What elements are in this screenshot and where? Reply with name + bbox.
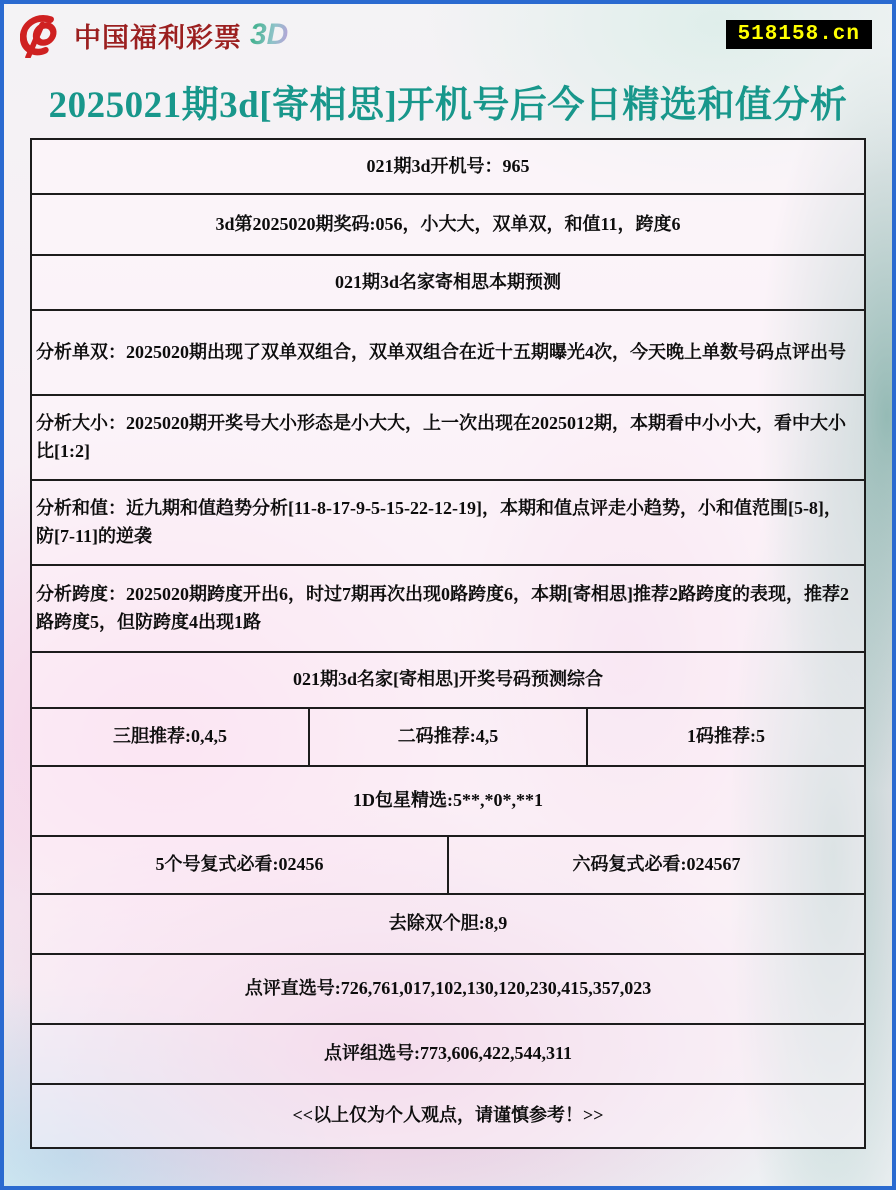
table-row-odd-even-analysis: 分析单双：2025020期出现了双单双组合，双单双组合在近十五期曝光4次，今天晚上单数号码点评出号	[32, 311, 864, 396]
table-cell-three-dan: 三胆推荐:0,4,5	[113, 726, 227, 747]
table-cell-six-code-complex: 六码复式必看:024567	[447, 837, 864, 893]
table-row-last-result: 3d第2025020期奖码:056，小大大，双单双，和值11，跨度6	[32, 195, 864, 256]
page-header	[4, 4, 892, 68]
china-welfare-lottery-icon	[20, 12, 66, 58]
table-cell-one-code: 1码推荐:5	[586, 709, 864, 765]
table-row-boot-number: 021期3d开机号：965	[32, 140, 864, 195]
table-row-prediction-header: 021期3d名家寄相思本期预测	[32, 256, 864, 311]
table-row-span-analysis: 分析跨度：2025020期跨度开出6，时过7期再次出现0路跨度6，本期[寄相思]推荐2路跨度的表现，推荐2路跨度5，但防跨度4出现1路	[32, 566, 864, 653]
analysis-table	[30, 138, 866, 1149]
table-row-recommendations	[32, 709, 864, 767]
table-row-sum-analysis: 分析和值：近九期和值趋势分析[11-8-17-9-5-15-22-12-19]，本期和值点评走小趋势，小和值范围[5-8]，防[7-11]的逆袭	[32, 481, 864, 566]
page-title: 2025021期3d[寄相思]开机号后今日精选和值分析	[48, 85, 848, 126]
table-row-complex-picks	[32, 837, 864, 895]
site-badge: 518158.cn	[726, 20, 872, 49]
table-row-summary-header: 021期3d名家[寄相思]开奖号码预测综合	[32, 653, 864, 709]
site-logo	[20, 12, 292, 58]
table-row-1d-picks: 1D包星精选:5**,*0*,**1	[32, 767, 864, 837]
table-cell-five-number-complex: 5个号复式必看:02456	[155, 854, 324, 875]
brand-3d-text: 3D	[250, 18, 292, 52]
table-row-excluded-dan: 去除双个胆:8,9	[32, 895, 864, 955]
table-cell-two-code: 二码推荐:4,5	[308, 709, 586, 765]
table-row-disclaimer: <<以上仅为个人观点，请谨慎参考！>>	[32, 1085, 864, 1147]
table-row-group-picks: 点评组选号:773,606,422,544,311	[32, 1025, 864, 1085]
table-row-direct-picks: 点评直选号:726,761,017,102,130,120,230,415,357,023	[32, 955, 864, 1025]
table-row-size-analysis: 分析大小：2025020期开奖号大小形态是小大大，上一次出现在2025012期，本期看中小小大，看中大小比[1:2]	[32, 396, 864, 481]
brand-text: 中国福利彩票	[74, 22, 242, 53]
